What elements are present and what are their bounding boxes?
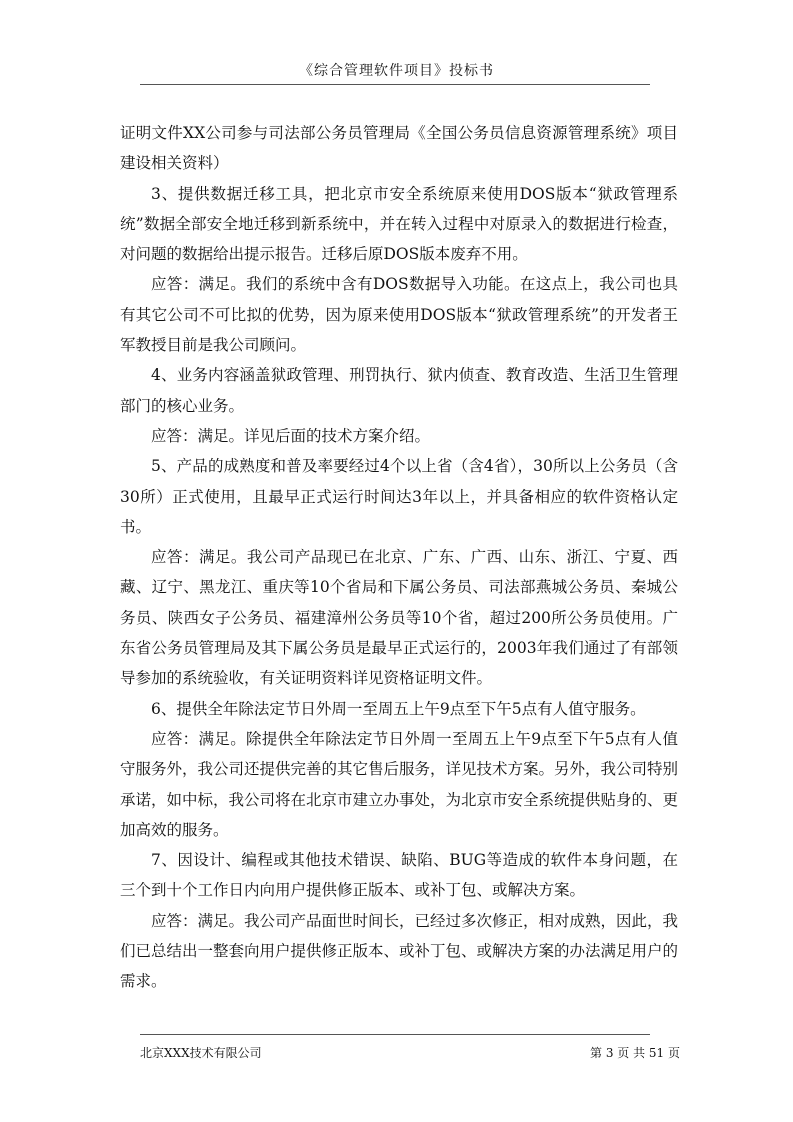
paragraph-1: 证明文件XX公司参与司法部公务员管理局《全国公务员信息资源管理系统》项目建设相关资料） <box>120 124 678 173</box>
header-rule <box>140 84 650 85</box>
paragraph-7: 应答：满足。我公司产品现已在北京、广东、广西、山东、浙江、宁夏、西藏、辽宁、黑龙江、重庆等10个省局和下属公务员、司法部燕城公务员、秦城公务员、陕西女子公务员、福建漳州公务员等10个省，超过200所公务员使用。广东省公务员管理局及其下属公务员是最早正式运行的，2003年我们通过了有部领导参加的系统验收，有关证明资料详见资格证明文件。 <box>120 548 678 688</box>
footer-rule <box>140 1034 650 1035</box>
paragraph-4: 4、业务内容涵盖狱政管理、刑罚执行、狱内侦查、教育改造、生活卫生管理部门的核心业务。 <box>120 366 678 415</box>
paragraph-6: 5、产品的成熟度和普及率要经过4个以上省（含4省），30所以上公务员（含30所）正式使用，且最早正式运行时间达3年以上，并具备相应的软件资格认定书。 <box>120 457 678 536</box>
paragraph-3: 应答：满足。我们的系统中含有DOS数据导入功能。在这点上，我公司也具有其它公司不可比拟的优势，因为原来使用DOS版本“狱政管理系统”的开发者王军教授目前是我公司顾问。 <box>120 275 678 355</box>
footer-page-number: 第 3 页 共 51 页 <box>590 1046 680 1060</box>
paragraph-5: 应答：满足。详见后面的技术方案介绍。 <box>151 426 431 445</box>
footer-company: 北京XXX技术有限公司 <box>140 1046 262 1060</box>
document-body <box>120 118 678 997</box>
paragraph-8: 6、提供全年除法定节日外周一至周五上午9点至下午5点有人值守服务。 <box>151 699 646 718</box>
header-title: 《综合管理软件项目》投标书 <box>299 63 494 79</box>
paragraph-11: 应答：满足。我公司产品面世时间长，已经过多次修正，相对成熟，因此，我们已总结出一整套向用户提供修正版本、或补丁包、或解决方案的办法满足用户的需求。 <box>120 911 679 991</box>
paragraph-9: 应答：满足。除提供全年除法定节日外周一至周五上午9点至下午5点有人值守服务外，我公司还提供完善的其它售后服务，详见技术方案。另外，我公司特别承诺，如中标，我公司将在北京市建立办事处，为北京市安全系统提供贴身的、更加高效的服务。 <box>120 729 679 839</box>
paragraph-10: 7、因设计、编程或其他技术错误、缺陷、BUG等造成的软件本身问题，在三个到十个工作日内向用户提供修正版本、或补丁包、或解决方案。 <box>120 851 678 900</box>
paragraph-2: 3、提供数据迁移工具，把北京市安全系统原来使用DOS版本“狱政管理系统”数据全部安全地迁移到新系统中，并在转入过程中对原录入的数据进行检查，对问题的数据给出提示报告。迁移后原DOS版本废弃不用。 <box>120 184 678 264</box>
